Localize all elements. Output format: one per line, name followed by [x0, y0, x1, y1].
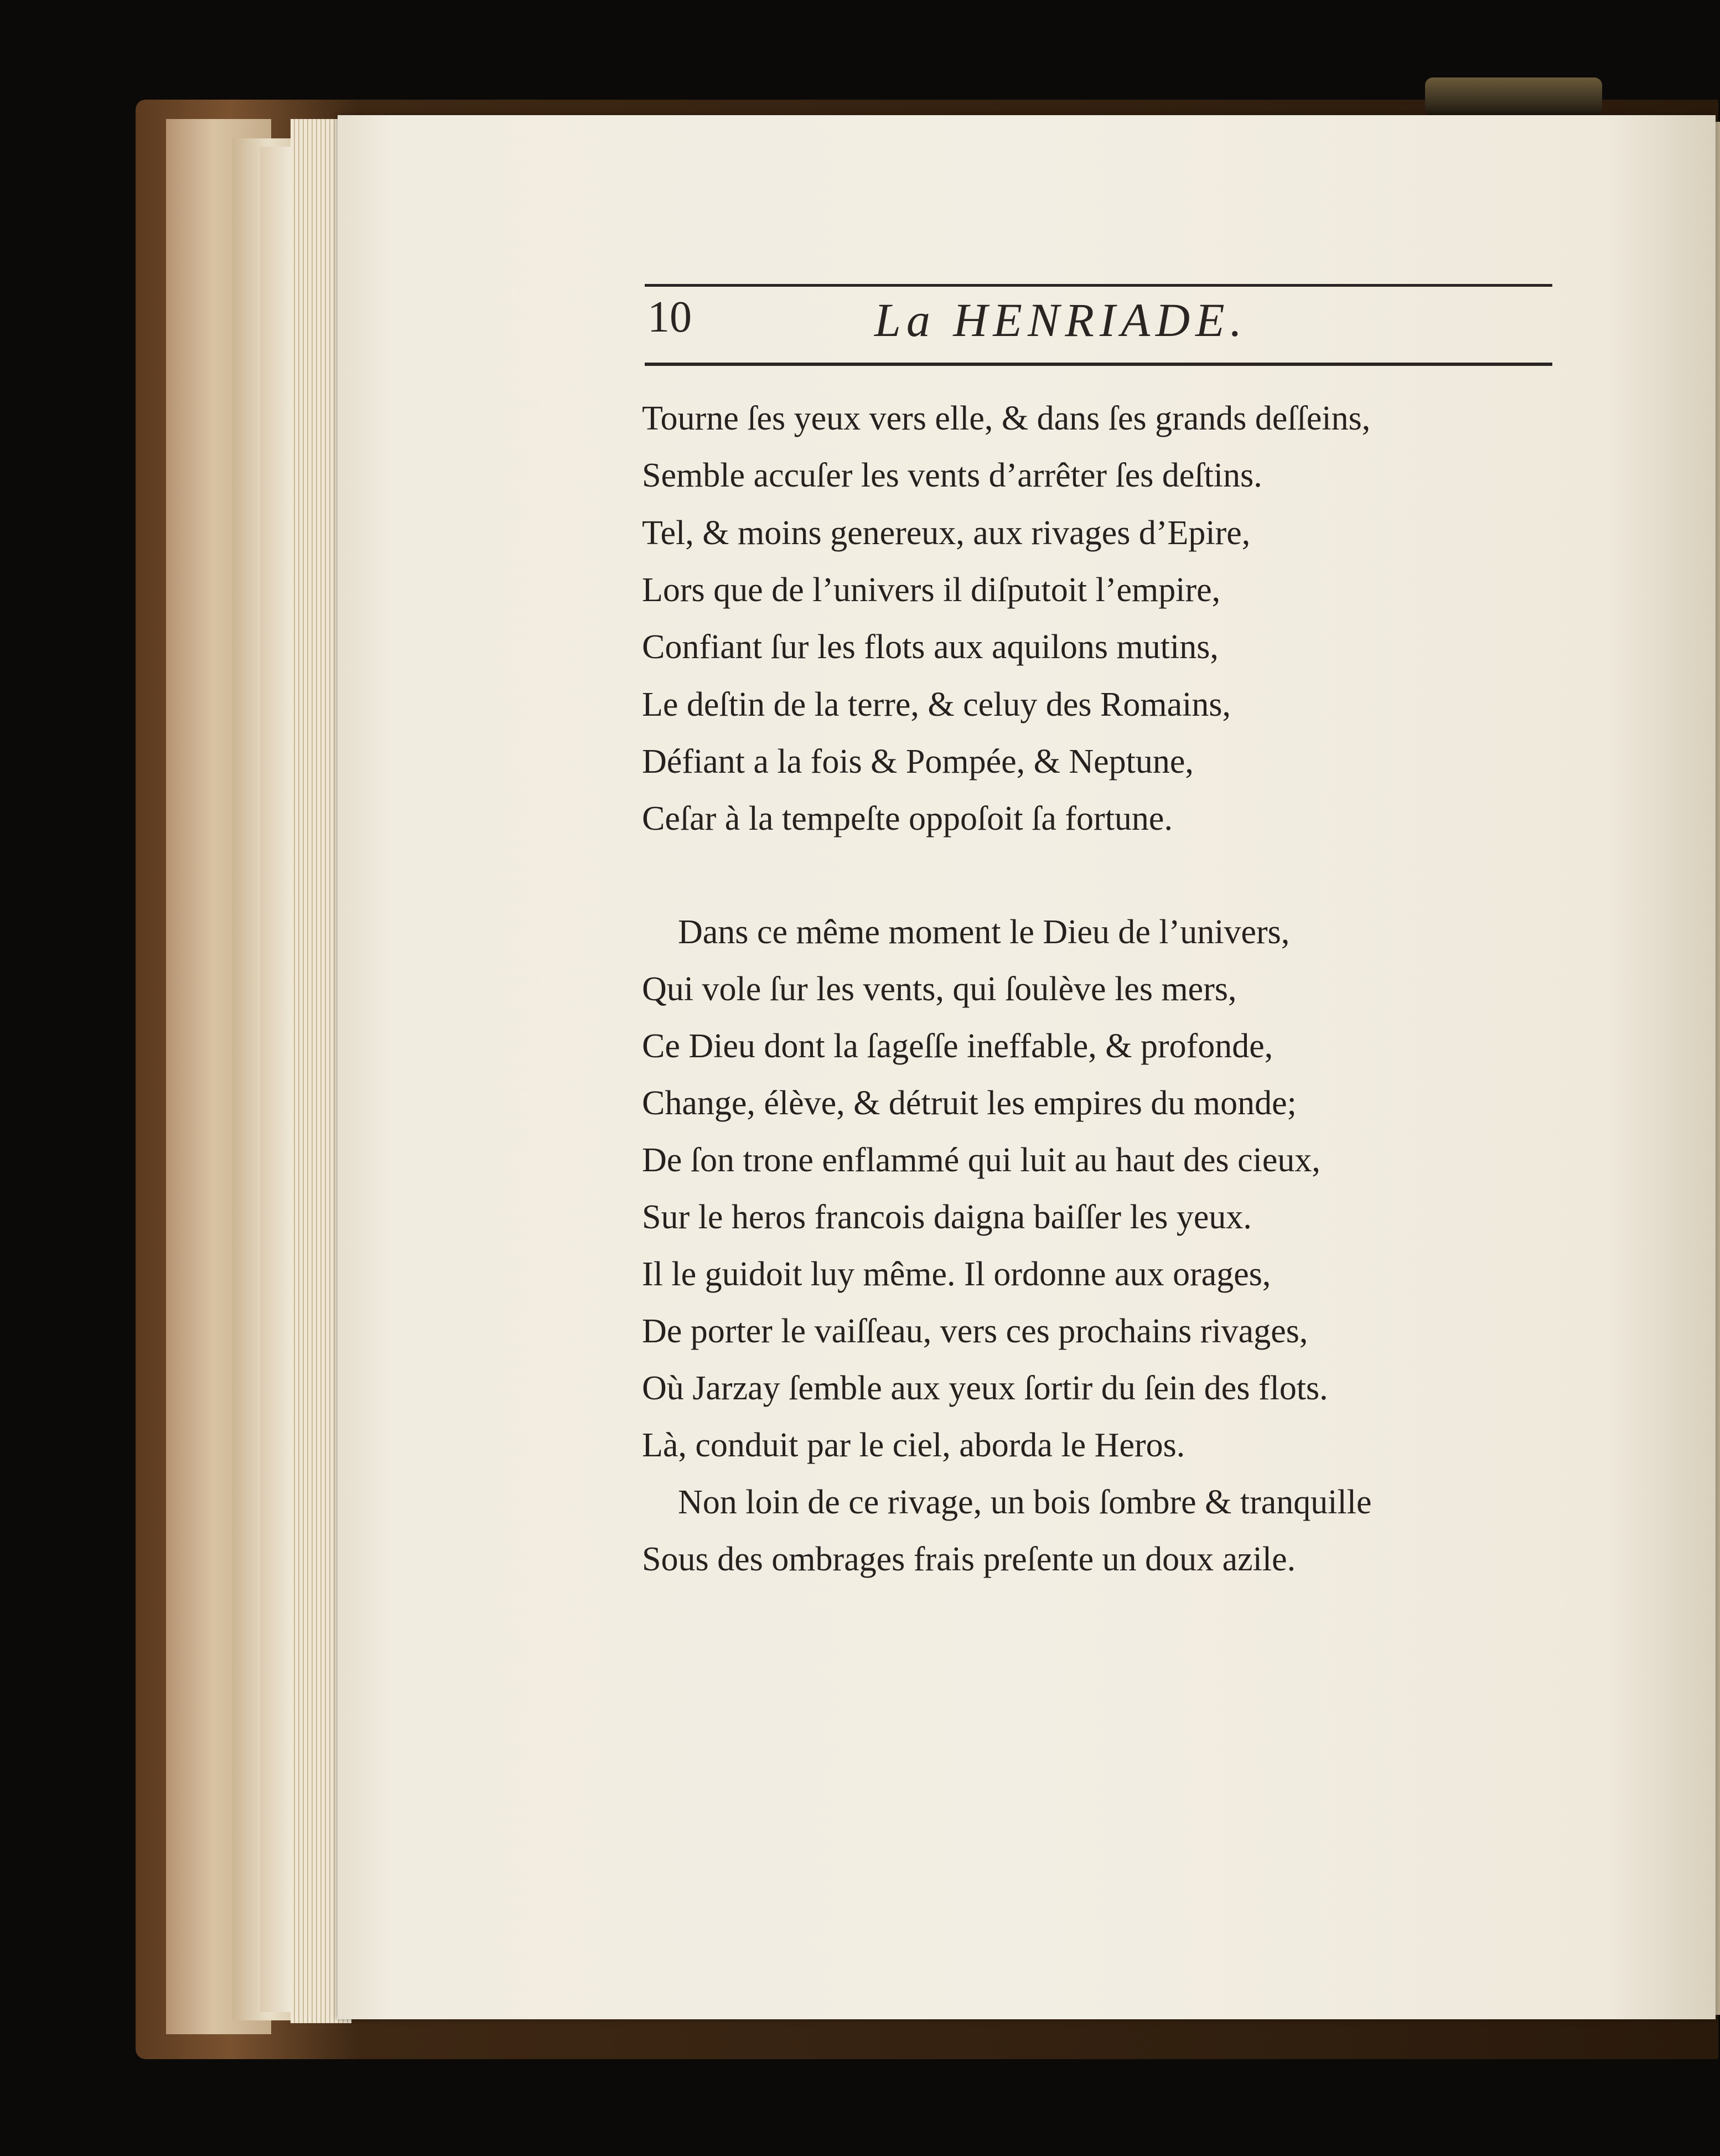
verse-line: Il le guidoit luy même. Il ordonne aux orages, [642, 1255, 1271, 1293]
verse-line: Confiant ſur les flots aux aquilons mutins, [642, 628, 1219, 666]
verse-line: Ce Dieu dont la ſageſſe ineffable, & profonde, [642, 1027, 1273, 1065]
verse-line: Ceſar à la tempeſte oppoſoit ſa fortune. [642, 800, 1173, 837]
verse-line: Tourne ſes yeux vers elle, & dans ſes grands deſſeins, [642, 400, 1371, 437]
running-title: La HENRIADE. [874, 293, 1248, 347]
verse-line: Change, élève, & détruit les empires du monde; [642, 1084, 1297, 1122]
page-number: 10 [647, 293, 692, 342]
verse-line: Sur le heros francois daigna baiſſer les yeux. [642, 1198, 1252, 1236]
header-rule-top [645, 284, 1552, 287]
verse-line: Semble accuſer les vents d’arrêter ſes deſtins. [642, 457, 1262, 494]
verse-line: Tel, & moins genereux, aux rivages d’Epire, [642, 514, 1251, 552]
verse-line: Non loin de ce rivage, un bois ſombre & tranquille [678, 1483, 1372, 1521]
verse-line: Défiant a la fois & Pompée, & Neptune, [642, 743, 1194, 780]
verse-line: Où Jarzay ſemble aux yeux ſortir du ſein des flots. [642, 1369, 1328, 1407]
verse-line: Dans ce même moment le Dieu de l’univers, [678, 913, 1290, 951]
verse-line: Qui vole ſur les vents, qui ſoulève les mers, [642, 970, 1237, 1008]
verse-line: De ſon trone enflammé qui luit au haut des cieux, [642, 1141, 1320, 1179]
verse-line: Sous des ombrages frais preſente un doux azile. [642, 1540, 1296, 1578]
verse-line: Le deſtin de la terre, & celuy des Romains, [642, 686, 1231, 723]
verse-line: Là, conduit par le ciel, aborda le Heros. [642, 1426, 1185, 1464]
verse-line: De porter le vaiſſeau, vers ces prochains rivages, [642, 1312, 1308, 1350]
header-rule-bottom [645, 363, 1552, 366]
verse-line: Lors que de l’univers il diſputoit l’empire, [642, 571, 1221, 609]
metal-clasp [1425, 77, 1602, 116]
